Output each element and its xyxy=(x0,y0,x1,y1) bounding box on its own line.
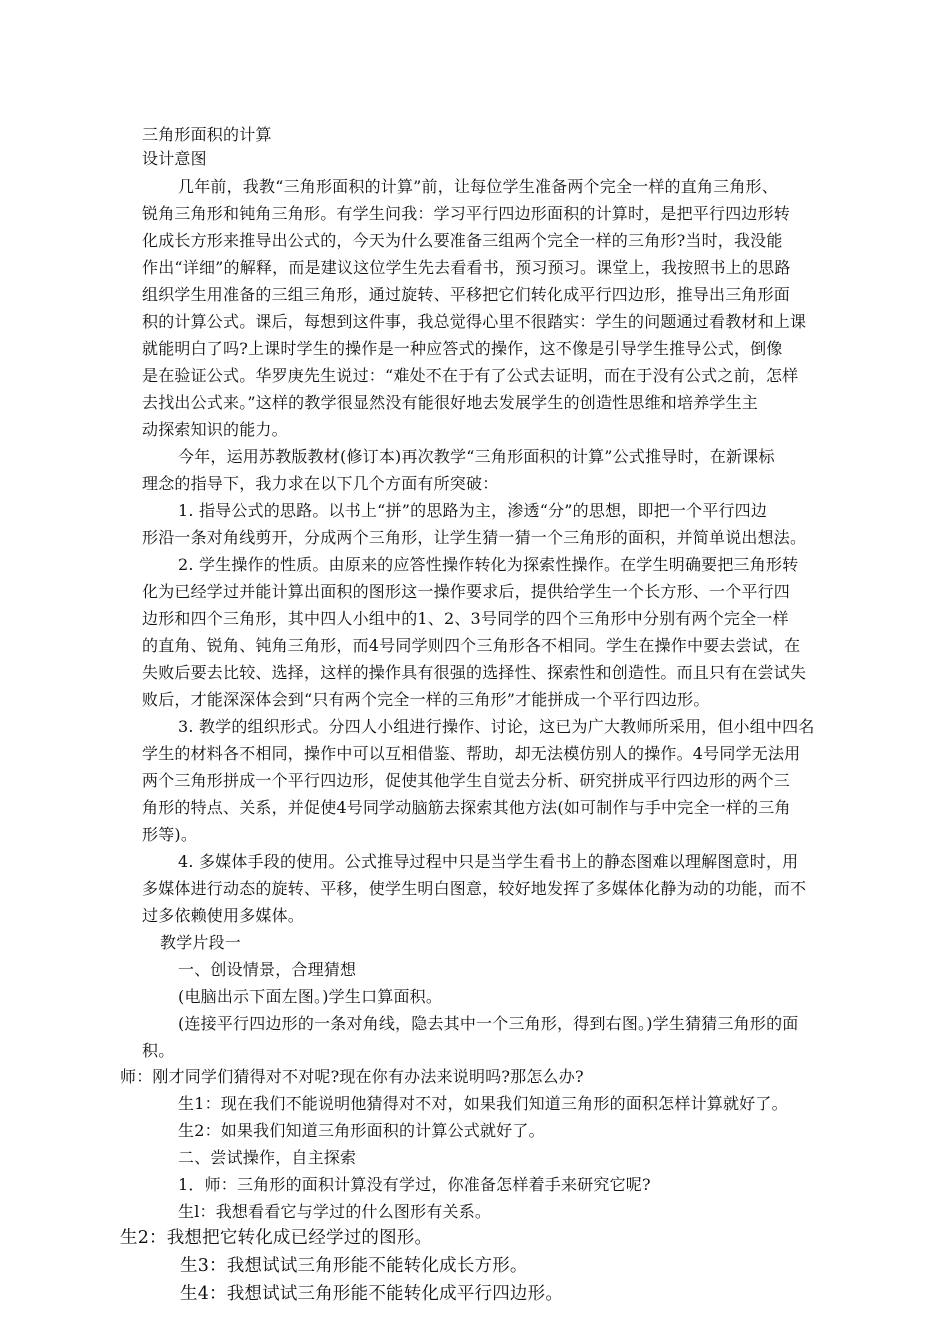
paragraph-line: 组织学生用准备的三组三角形，通过旋转、平移把它们转化成平行四边形，推导出三角形面 xyxy=(142,285,791,304)
paragraph-line: 两个三角形拼成一个平行四边形，促使其他学生自觉去分析、研究拼成平行四边形的两个三 xyxy=(142,771,791,790)
paragraph-line: 是在验证公式。华罗庚先生说过：“难处不在于有了公式去证明，而在于没有公式之前，怎样 xyxy=(142,366,799,385)
subsection-heading: 一、创设情景，合理猜想 xyxy=(178,960,357,979)
paragraph-line: 今年，运用苏教版教材(修订本)再次教学“三角形面积的计算”公式推导时，在新课标 xyxy=(178,447,775,466)
list-item: 1. 指导公式的思路。以书上“拼”的思路为主，渗透“分”的思想，即把一个平行四边 xyxy=(178,501,768,520)
paragraph-line: 败后，才能深深体会到“只有两个完全一样的三角形”才能拼成一个平行四边形。 xyxy=(142,690,710,709)
paragraph-line: 角形的特点、关系，并促使4号同学动脑筋去探索其他方法(如可制作与手中完全一样的三角 xyxy=(142,798,791,817)
paragraph-line: 积。 xyxy=(142,1041,175,1060)
dialogue-line: 生4：我想试试三角形能不能转化成平行四边形。 xyxy=(180,1284,564,1304)
paragraph-line: 形等)。 xyxy=(142,825,198,844)
paragraph-line: 化为已经学过并能计算出面积的图形这一操作要求后，提供给学生一个长方形、一个平行四 xyxy=(142,582,791,601)
dialogue-line: 生1：现在我们不能说明他猜得对不对，如果我们知道三角形的面积怎样计算就好了。 xyxy=(178,1094,788,1113)
list-item: 4. 多媒体手段的使用。公式推导过程中只是当学生看书上的静态图难以理解图意时，用 xyxy=(178,852,799,871)
paragraph-line: (连接平行四边形的一条对角线，隐去其中一个三角形，得到右图。)学生猜猜三角形的面 xyxy=(178,1014,799,1033)
paragraph-line: 动探索知识的能力。 xyxy=(142,420,288,439)
dialogue-line: 师：刚才同学们猜得对不对呢?现在你有办法来说明吗?那怎么办? xyxy=(120,1067,584,1086)
paragraph-line: 几年前，我教“三角形面积的计算”前，让每位学生准备两个完全一样的直角三角形、 xyxy=(178,177,778,196)
section-heading: 教学片段一 xyxy=(160,933,242,952)
paragraph-line: 过多依赖使用多媒体。 xyxy=(142,906,305,925)
paragraph-line: 化成长方形来推导出公式的，今天为什么要准备三组两个完全一样的三角形?当时，我没能 xyxy=(142,231,783,250)
list-item: 3. 教学的组织形式。分四人小组进行操作、讨论，这已为广大教师所采用，但小组中四名 xyxy=(178,717,815,736)
paragraph-line: 作出“详细”的解释，而是建议这位学生先去看看书，预习预习。课堂上，我按照书上的思路 xyxy=(142,258,791,277)
dialogue-line: 生3：我想试试三角形能不能转化成长方形。 xyxy=(180,1256,528,1276)
paragraph-line: 多媒体进行动态的旋转、平移，使学生明白图意，较好地发挥了多媒体化静为动的功能，而不 xyxy=(142,879,807,898)
paragraph-line: 理念的指导下，我力求在以下几个方面有所突破： xyxy=(142,474,499,493)
document-title: 三角形面积的计算 xyxy=(142,125,272,144)
dialogue-line: 生2：我想把它转化成已经学过的图形。 xyxy=(120,1228,433,1248)
paragraph-line: 积的计算公式。课后，每想到这件事，我总觉得心里不很踏实：学生的问题通过看教材和上课 xyxy=(142,312,807,331)
dialogue-line: 1．师：三角形的面积计算没有学过，你准备怎样着手来研究它呢? xyxy=(178,1175,651,1194)
paragraph-line: 就能明白了吗?上课时学生的操作是一种应答式的操作，这不像是引导学生推导公式，倒像 xyxy=(142,339,783,358)
paragraph-line: 失败后要去比较、选择，这样的操作具有很强的选择性、探索性和创造性。而且只有在尝试失 xyxy=(142,663,807,682)
dialogue-line: 生2：如果我们知道三角形面积的计算公式就好了。 xyxy=(178,1121,545,1140)
paragraph-line: (电脑出示下面左图。)学生口算面积。 xyxy=(178,987,443,1006)
section-heading: 设计意图 xyxy=(142,149,207,168)
paragraph-line: 学生的材料各不相同，操作中可以互相借鉴、帮助，却无法模仿别人的操作。4号同学无法用 xyxy=(142,744,801,763)
paragraph-line: 去找出公式来。”这样的教学很显然没有能很好地去发展学生的创造性思维和培养学生主 xyxy=(142,393,758,412)
paragraph-line: 形沿一条对角线剪开，分成两个三角形，让学生猜一猜一个三角形的面积，并简单说出想法。 xyxy=(142,528,807,547)
paragraph-line: 边形和四个三角形，其中四人小组中的1、2、3号同学的四个三角形中分别有两个完全一样 xyxy=(142,609,789,628)
dialogue-line: 生l：我想看看它与学过的什么图形有关系。 xyxy=(178,1202,492,1221)
paragraph-line: 的直角、锐角、钝角三角形，而4号同学则四个三角形各不相同。学生在操作中要去尝试，在 xyxy=(142,636,801,655)
list-item: 2. 学生操作的性质。由原来的应答性操作转化为探索性操作。在学生明确要把三角形转 xyxy=(178,555,799,574)
paragraph-line: 锐角三角形和钝角三角形。有学生问我：学习平行四边形面积的计算时，是把平行四边形转 xyxy=(142,204,791,223)
subsection-heading: 二、尝试操作，自主探索 xyxy=(178,1148,357,1167)
